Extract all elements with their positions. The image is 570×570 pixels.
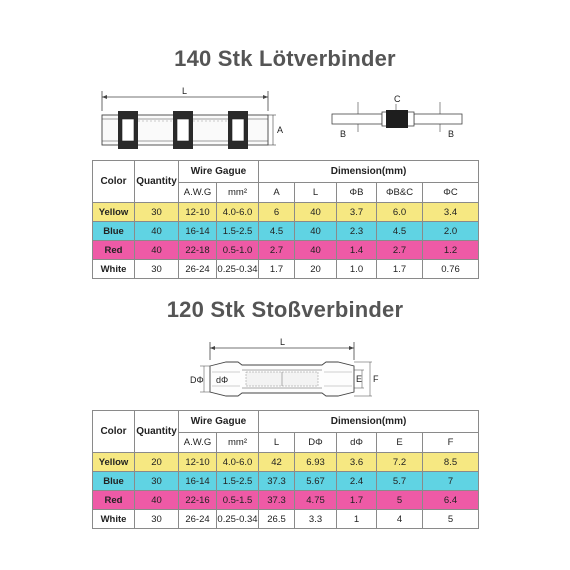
header-wire-gauge-2: Wire Gague [179,411,259,433]
header-quantity-2: Quantity [135,411,179,453]
color-name: Yellow [93,453,135,472]
table-row [93,203,479,222]
e-label: E [356,374,363,384]
table-cell: 1.5-2.5 [217,222,259,241]
table-cell: 8.5 [423,453,479,472]
table-cell: 1.0 [337,260,377,279]
subheader-inner-d: dΦ [337,433,377,453]
color-name: Blue [93,472,135,491]
subheader-mm2: mm² [217,183,259,203]
subheader-l: L [295,183,337,203]
solder-spec-table [92,160,479,279]
butt-spec-table [92,410,479,529]
header-color: Color [93,161,135,203]
table-row [93,453,479,472]
table-cell: 22-16 [179,491,217,510]
table-row [93,241,479,260]
table-cell: 5 [377,491,423,510]
table-cell: 20 [135,453,179,472]
table-cell: 20 [295,260,337,279]
table-cell: 2.4 [337,472,377,491]
table-cell: 3.7 [337,203,377,222]
table-row [93,260,479,279]
table-cell: 16-14 [179,222,217,241]
table-cell: 40 [135,222,179,241]
header-wire-gauge: Wire Gague [179,161,259,183]
table-cell: 5.7 [377,472,423,491]
subheader-a: A [259,183,295,203]
butt-connector-diagram [186,334,386,406]
header-dimension: Dimension(mm) [259,161,479,183]
table-cell: 7 [423,472,479,491]
table-cell: 3.4 [423,203,479,222]
table-cell: 1.5-2.5 [217,472,259,491]
subheader-phibc: ΦB&C [377,183,423,203]
color-name: Red [93,491,135,510]
header-quantity: Quantity [135,161,179,203]
table-cell: 26-24 [179,510,217,529]
color-name: Yellow [93,203,135,222]
f-label: F [373,374,379,384]
subheader-f: F [423,433,479,453]
outer-diameter-label: DΦ [190,375,204,385]
color-name: White [93,510,135,529]
table-cell: 40 [135,491,179,510]
table-cell: 1 [337,510,377,529]
table-cell: 0.76 [423,260,479,279]
table-row [93,491,479,510]
table-cell: 37.3 [259,491,295,510]
table-cell: 2.3 [337,222,377,241]
subheader-awg-2: A.W.G [179,433,217,453]
table-cell: 1.4 [337,241,377,260]
table-cell: 4.75 [295,491,337,510]
table-cell: 1.7 [377,260,423,279]
table-cell: 5.67 [295,472,337,491]
inner-diameter-label: dΦ [216,375,229,385]
table-cell: 1.7 [337,491,377,510]
table-row [93,510,479,529]
color-name: White [93,260,135,279]
subheader-e: E [377,433,423,453]
table-cell: 4.0-6.0 [217,453,259,472]
table-cell: 26-24 [179,260,217,279]
table-row [93,222,479,241]
table-cell: 40 [295,203,337,222]
table-cell: 2.7 [377,241,423,260]
table-cell: 1.2 [423,241,479,260]
table-cell: 30 [135,510,179,529]
table-cell: 1.7 [259,260,295,279]
table-cell: 4 [377,510,423,529]
b-left-label: B [340,129,347,139]
table-cell: 2.7 [259,241,295,260]
table-cell: 40 [135,241,179,260]
c-label: C [394,94,401,104]
table-cell: 42 [259,453,295,472]
subheader-phic: ΦC [423,183,479,203]
table-cell: 3.3 [295,510,337,529]
table-cell: 0.5-1.5 [217,491,259,510]
table-cell: 0.25-0.34 [217,510,259,529]
subheader-l-2: L [259,433,295,453]
table-cell: 7.2 [377,453,423,472]
table-cell: 40 [295,222,337,241]
header-dimension-2: Dimension(mm) [259,411,479,433]
table-cell: 30 [135,260,179,279]
table-cell: 6.93 [295,453,337,472]
table-cell: 0.5-1.0 [217,241,259,260]
table-cell: 0.25-0.34 [217,260,259,279]
height-label: A [277,125,284,135]
table-cell: 4.5 [377,222,423,241]
table-cell: 4.5 [259,222,295,241]
length-label: L [182,86,188,96]
table-cell: 12-10 [179,203,217,222]
table-cell: 30 [135,203,179,222]
table-cell: 26.5 [259,510,295,529]
solder-cross-section-diagram [328,92,468,144]
table-cell: 37.3 [259,472,295,491]
table-cell: 30 [135,472,179,491]
table-cell: 6.0 [377,203,423,222]
table-cell: 12-10 [179,453,217,472]
table-cell: 6.4 [423,491,479,510]
table-row [93,472,479,491]
table-cell: 4.0-6.0 [217,203,259,222]
color-name: Blue [93,222,135,241]
table-cell: 6 [259,203,295,222]
table-cell: 5 [423,510,479,529]
section1-title: 140 Stk Lötverbinder [174,46,396,71]
color-name: Red [93,241,135,260]
length-label-2: L [280,337,286,347]
table-cell: 22-18 [179,241,217,260]
table-cell: 40 [295,241,337,260]
subheader-phib: ΦB [337,183,377,203]
table-cell: 2.0 [423,222,479,241]
header-color-2: Color [93,411,135,453]
table-cell: 16-14 [179,472,217,491]
subheader-awg: A.W.G [179,183,217,203]
solder-sleeve-diagram [96,85,286,155]
table-cell: 3.6 [337,453,377,472]
subheader-mm2-2: mm² [217,433,259,453]
b-right-label: B [448,129,455,139]
section2-title: 120 Stk Stoßverbinder [166,297,404,322]
subheader-outer-d: DΦ [295,433,337,453]
